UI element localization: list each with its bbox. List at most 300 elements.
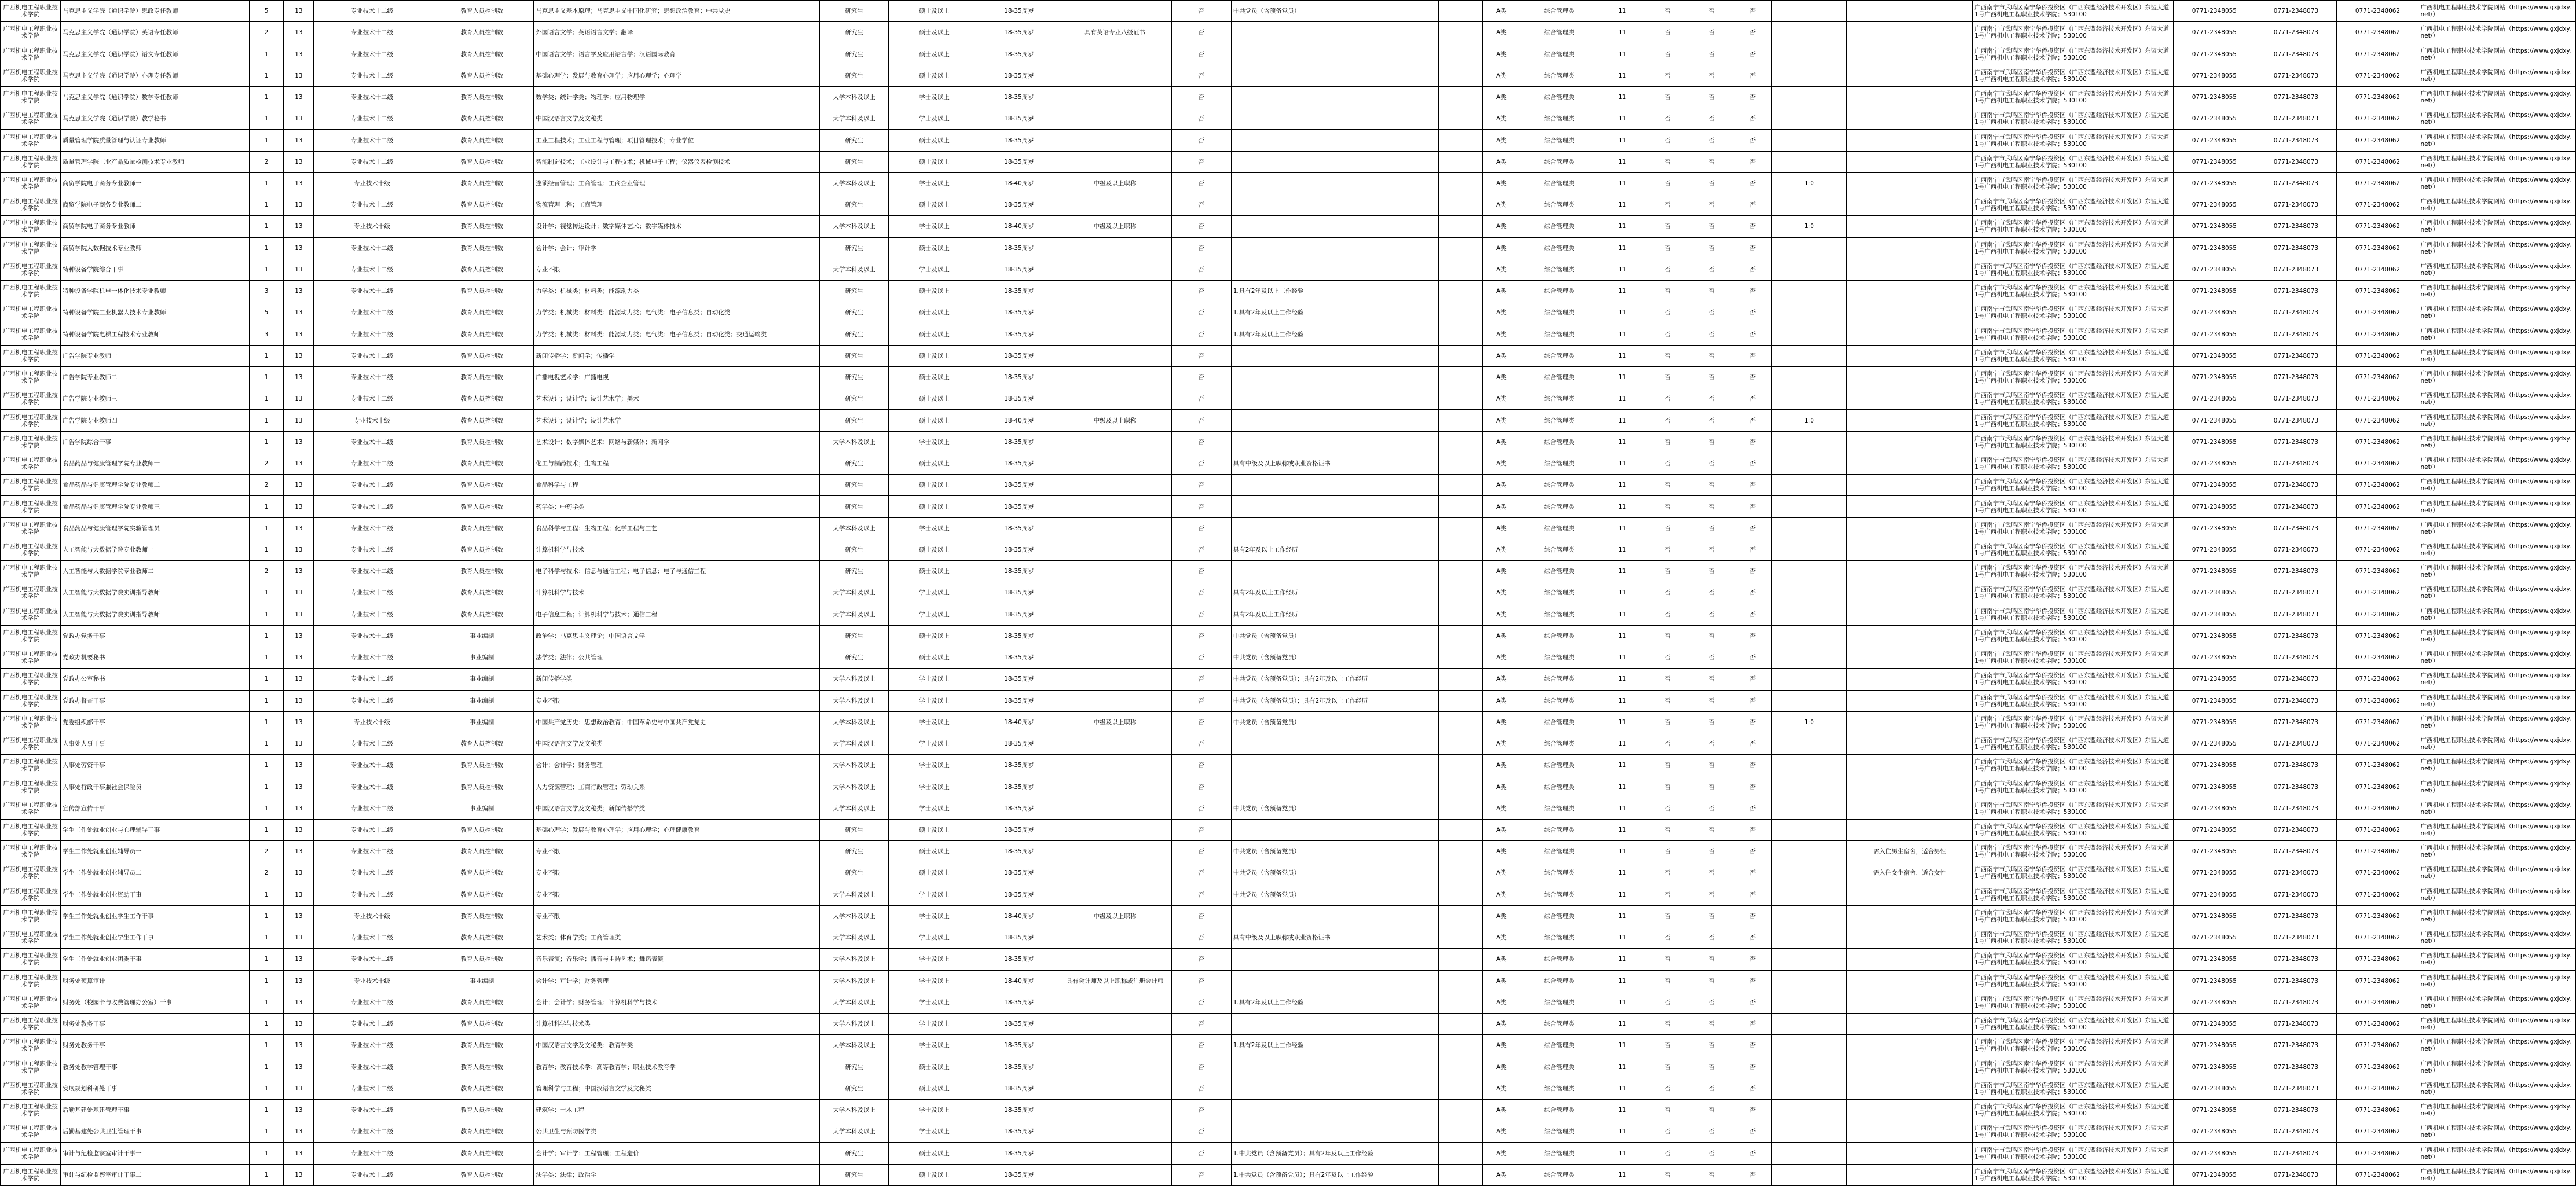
cell-phone-c: 0771-2348062 bbox=[2337, 496, 2419, 517]
cell-subject-code: 11 bbox=[1599, 733, 1646, 754]
cell-qualification bbox=[1058, 1014, 1171, 1035]
cell-notes bbox=[1847, 86, 1973, 108]
cell-ratio bbox=[1771, 905, 1846, 927]
cell-phone-a: 0771-2348055 bbox=[2174, 431, 2255, 453]
cell-notes bbox=[1847, 647, 1973, 669]
cell-position: 人工智能与大数据学院实训指导教师 bbox=[61, 582, 250, 604]
cell-ratio bbox=[1771, 884, 1846, 905]
table-row bbox=[1, 324, 2576, 345]
cell-notes bbox=[1847, 1056, 1973, 1078]
cell-age: 18-35周岁 bbox=[980, 582, 1058, 604]
cell-phone-b: 0771-2348073 bbox=[2255, 86, 2337, 108]
cell-subject-code: 11 bbox=[1599, 884, 1646, 905]
cell-post-grade: 专业技术十二级 bbox=[314, 475, 430, 496]
cell-subject-code: 11 bbox=[1599, 65, 1646, 86]
cell-position: 质量管理学院质量管理与认证专业教师 bbox=[61, 130, 250, 151]
cell-ratio bbox=[1771, 819, 1846, 840]
cell-ratio-flag-a: 否 bbox=[1646, 431, 1690, 453]
cell-degree: 硕士及以上 bbox=[889, 1164, 980, 1185]
cell-qualification bbox=[1058, 324, 1171, 345]
cell-ratio bbox=[1771, 431, 1846, 453]
cell-subject-code: 11 bbox=[1599, 475, 1646, 496]
cell-phone-c: 0771-2348062 bbox=[2337, 884, 2419, 905]
cell-ratio bbox=[1771, 86, 1846, 108]
cell-education: 研究生 bbox=[819, 1164, 888, 1185]
cell-subject-code: 11 bbox=[1599, 130, 1646, 151]
cell-qualification bbox=[1058, 1099, 1171, 1121]
cell-phone-c: 0771-2348062 bbox=[2337, 151, 2419, 172]
cell-other-requirements bbox=[1231, 496, 1438, 517]
cell-post-level: 13 bbox=[284, 151, 314, 172]
cell-ratio-flag-c: 否 bbox=[1734, 862, 1771, 884]
cell-employer: 广西机电工程职业技术学院 bbox=[1, 366, 61, 388]
cell-post-grade: 专业技术十二级 bbox=[314, 517, 430, 539]
cell-post-level: 13 bbox=[284, 798, 314, 819]
cell-ratio bbox=[1771, 259, 1846, 280]
table-row bbox=[1, 108, 2576, 130]
cell-ratio-flag-c: 否 bbox=[1734, 259, 1771, 280]
cell-phone-b: 0771-2348073 bbox=[2255, 216, 2337, 237]
cell-phone-a: 0771-2348055 bbox=[2174, 345, 2255, 366]
cell-address: 广西南宁市武鸣区南宁华侨投资区（广西东盟经济技术开发区）东盟大道1号广西机电工程职业技术学院；530100 bbox=[1973, 561, 2174, 582]
cell-address: 广西南宁市武鸣区南宁华侨投资区（广西东盟经济技术开发区）东盟大道1号广西机电工程职业技术学院；530100 bbox=[1973, 949, 2174, 970]
cell-ratio bbox=[1771, 1014, 1846, 1035]
cell-position: 人事处行政干事兼社会保险员 bbox=[61, 776, 250, 798]
cell-ratio-flag-c: 否 bbox=[1734, 345, 1771, 366]
cell-education: 研究生 bbox=[819, 647, 888, 669]
cell-ratio-flag-c: 否 bbox=[1734, 776, 1771, 798]
cell-phone-c: 0771-2348062 bbox=[2337, 86, 2419, 108]
cell-cert-required: 否 bbox=[1171, 1164, 1231, 1185]
cell-subject-code: 11 bbox=[1599, 1099, 1646, 1121]
cell-major: 新闻传播学类 bbox=[534, 669, 820, 690]
cell-major: 力学类；机械类；材料类；能源动力类 bbox=[534, 281, 820, 302]
cell-ratio-flag-c: 否 bbox=[1734, 237, 1771, 259]
cell-ratio-flag-b: 否 bbox=[1690, 151, 1734, 172]
cell-degree: 学士及以上 bbox=[889, 1121, 980, 1143]
table-body bbox=[1, 1, 2576, 1186]
cell-post-grade: 专业技术十二级 bbox=[314, 1078, 430, 1099]
cell-ratio bbox=[1771, 776, 1846, 798]
cell-phone-c: 0771-2348062 bbox=[2337, 22, 2419, 43]
cell-degree: 硕士及以上 bbox=[889, 1078, 980, 1099]
cell-qualification bbox=[1058, 475, 1171, 496]
cell-employer: 广西机电工程职业技术学院 bbox=[1, 86, 61, 108]
cell-education: 研究生 bbox=[819, 345, 888, 366]
cell-ratio-flag-a: 否 bbox=[1646, 1, 1690, 22]
cell-ratio-flag-b: 否 bbox=[1690, 927, 1734, 949]
cell-ratio-flag-a: 否 bbox=[1646, 237, 1690, 259]
cell-exam-class: A类 bbox=[1482, 927, 1520, 949]
cell-website: 广西机电工程职业技术学院网站（https://www.gxjdxy.net/） bbox=[2419, 690, 2575, 711]
cell-position: 财务处预算审计 bbox=[61, 970, 250, 992]
table-row bbox=[1, 905, 2576, 927]
cell-phone-a: 0771-2348055 bbox=[2174, 172, 2255, 194]
table-row bbox=[1, 625, 2576, 647]
cell-other-requirements: 具有中级及以上职称或职业资格证书 bbox=[1231, 453, 1438, 474]
cell-education: 研究生 bbox=[819, 194, 888, 216]
cell-headcount: 1 bbox=[249, 1143, 284, 1164]
cell-other-requirements bbox=[1231, 237, 1438, 259]
cell-education: 研究生 bbox=[819, 561, 888, 582]
cell-notes bbox=[1847, 151, 1973, 172]
cell-cert-required: 否 bbox=[1171, 798, 1231, 819]
cell-headcount: 1 bbox=[249, 216, 284, 237]
cell-major: 连锁经营管理；工商管理；工商企业管理 bbox=[534, 172, 820, 194]
cell-phone-b: 0771-2348073 bbox=[2255, 733, 2337, 754]
cell-notes: 需入住女生宿舍，适合女性 bbox=[1847, 862, 1973, 884]
cell-phone-a: 0771-2348055 bbox=[2174, 453, 2255, 474]
table-row bbox=[1, 1056, 2576, 1078]
cell-address: 广西南宁市武鸣区南宁华侨投资区（广西东盟经济技术开发区）东盟大道1号广西机电工程职业技术学院；530100 bbox=[1973, 1121, 2174, 1143]
cell-post-grade: 专业技术十二级 bbox=[314, 669, 430, 690]
cell-ratio-flag-a: 否 bbox=[1646, 1056, 1690, 1078]
cell-degree: 硕士及以上 bbox=[889, 410, 980, 431]
cell-notes bbox=[1847, 431, 1973, 453]
cell-ratio-flag-a: 否 bbox=[1646, 819, 1690, 840]
cell-other-requirements: 中共党员（含预备党员） bbox=[1231, 841, 1438, 862]
cell-phone-c: 0771-2348062 bbox=[2337, 172, 2419, 194]
cell-cert-required: 否 bbox=[1171, 992, 1231, 1013]
cell-subject-code: 11 bbox=[1599, 108, 1646, 130]
cell-address: 广西南宁市武鸣区南宁华侨投资区（广西东盟经济技术开发区）东盟大道1号广西机电工程职业技术学院；530100 bbox=[1973, 431, 2174, 453]
cell-ratio-flag-c: 否 bbox=[1734, 517, 1771, 539]
cell-exam-class: A类 bbox=[1482, 755, 1520, 776]
cell-qualification bbox=[1058, 927, 1171, 949]
cell-headcount: 1 bbox=[249, 927, 284, 949]
cell-phone-c: 0771-2348062 bbox=[2337, 431, 2419, 453]
cell-blank bbox=[1438, 108, 1482, 130]
cell-address: 广西南宁市武鸣区南宁华侨投资区（广西东盟经济技术开发区）东盟大道1号广西机电工程职业技术学院；530100 bbox=[1973, 108, 2174, 130]
cell-website: 广西机电工程职业技术学院网站（https://www.gxjdxy.net/） bbox=[2419, 1164, 2575, 1185]
cell-phone-a: 0771-2348055 bbox=[2174, 604, 2255, 625]
cell-website: 广西机电工程职业技术学院网站（https://www.gxjdxy.net/） bbox=[2419, 259, 2575, 280]
cell-website: 广西机电工程职业技术学院网站（https://www.gxjdxy.net/） bbox=[2419, 431, 2575, 453]
cell-ratio-flag-a: 否 bbox=[1646, 1035, 1690, 1056]
cell-major: 专业不限 bbox=[534, 862, 820, 884]
cell-ratio-flag-b: 否 bbox=[1690, 647, 1734, 669]
cell-qualification bbox=[1058, 647, 1171, 669]
cell-employer: 广西机电工程职业技术学院 bbox=[1, 1121, 61, 1143]
cell-ratio-flag-b: 否 bbox=[1690, 733, 1734, 754]
cell-phone-c: 0771-2348062 bbox=[2337, 1078, 2419, 1099]
cell-education: 研究生 bbox=[819, 819, 888, 840]
cell-ratio-flag-a: 否 bbox=[1646, 517, 1690, 539]
cell-ratio-flag-a: 否 bbox=[1646, 43, 1690, 65]
cell-address: 广西南宁市武鸣区南宁华侨投资区（广西东盟经济技术开发区）东盟大道1号广西机电工程职业技术学院；530100 bbox=[1973, 1164, 2174, 1185]
cell-website: 广西机电工程职业技术学院网站（https://www.gxjdxy.net/） bbox=[2419, 475, 2575, 496]
cell-post-level: 13 bbox=[284, 475, 314, 496]
table-row bbox=[1, 259, 2576, 280]
table-row bbox=[1, 1121, 2576, 1143]
cell-address: 广西南宁市武鸣区南宁华侨投资区（广西东盟经济技术开发区）东盟大道1号广西机电工程职业技术学院；530100 bbox=[1973, 733, 2174, 754]
cell-degree: 硕士及以上 bbox=[889, 862, 980, 884]
cell-website: 广西机电工程职业技术学院网站（https://www.gxjdxy.net/） bbox=[2419, 86, 2575, 108]
cell-ratio-flag-c: 否 bbox=[1734, 905, 1771, 927]
cell-phone-a: 0771-2348055 bbox=[2174, 1121, 2255, 1143]
cell-employer: 广西机电工程职业技术学院 bbox=[1, 453, 61, 474]
cell-subject: 综合管理类 bbox=[1520, 281, 1599, 302]
cell-position: 特种设备学院综合干事 bbox=[61, 259, 250, 280]
table-row bbox=[1, 539, 2576, 560]
cell-website: 广西机电工程职业技术学院网站（https://www.gxjdxy.net/） bbox=[2419, 776, 2575, 798]
cell-phone-c: 0771-2348062 bbox=[2337, 625, 2419, 647]
cell-staffing-type: 教育人员控制数 bbox=[430, 1035, 534, 1056]
cell-post-level: 13 bbox=[284, 625, 314, 647]
cell-website: 广西机电工程职业技术学院网站（https://www.gxjdxy.net/） bbox=[2419, 647, 2575, 669]
cell-subject: 综合管理类 bbox=[1520, 345, 1599, 366]
cell-major: 电子科学与技术；信息与通信工程；电子信息；电子与通信工程 bbox=[534, 561, 820, 582]
cell-education: 大学本科及以上 bbox=[819, 992, 888, 1013]
cell-employer: 广西机电工程职业技术学院 bbox=[1, 302, 61, 324]
cell-blank bbox=[1438, 711, 1482, 733]
cell-staffing-type: 教育人员控制数 bbox=[430, 1121, 534, 1143]
cell-ratio-flag-c: 否 bbox=[1734, 949, 1771, 970]
cell-ratio bbox=[1771, 733, 1846, 754]
cell-staffing-type: 教育人员控制数 bbox=[430, 281, 534, 302]
cell-ratio: 1:0 bbox=[1771, 410, 1846, 431]
cell-address: 广西南宁市武鸣区南宁华侨投资区（广西东盟经济技术开发区）东盟大道1号广西机电工程职业技术学院；530100 bbox=[1973, 1035, 2174, 1056]
cell-website: 广西机电工程职业技术学院网站（https://www.gxjdxy.net/） bbox=[2419, 582, 2575, 604]
cell-staffing-type: 教育人员控制数 bbox=[430, 1164, 534, 1185]
cell-subject: 综合管理类 bbox=[1520, 776, 1599, 798]
cell-ratio-flag-c: 否 bbox=[1734, 561, 1771, 582]
cell-education: 大学本科及以上 bbox=[819, 733, 888, 754]
cell-ratio-flag-a: 否 bbox=[1646, 1121, 1690, 1143]
cell-address: 广西南宁市武鸣区南宁华侨投资区（广西东盟经济技术开发区）东盟大道1号广西机电工程职业技术学院；530100 bbox=[1973, 841, 2174, 862]
cell-post-grade: 专业技术十二级 bbox=[314, 1143, 430, 1164]
cell-address: 广西南宁市武鸣区南宁华侨投资区（广西东盟经济技术开发区）东盟大道1号广西机电工程职业技术学院；530100 bbox=[1973, 927, 2174, 949]
cell-employer: 广西机电工程职业技术学院 bbox=[1, 798, 61, 819]
cell-website: 广西机电工程职业技术学院网站（https://www.gxjdxy.net/） bbox=[2419, 798, 2575, 819]
cell-subject-code: 11 bbox=[1599, 776, 1646, 798]
cell-notes bbox=[1847, 798, 1973, 819]
cell-degree: 学士及以上 bbox=[889, 669, 980, 690]
cell-qualification bbox=[1058, 733, 1171, 754]
cell-age: 18-40周岁 bbox=[980, 905, 1058, 927]
cell-blank bbox=[1438, 776, 1482, 798]
cell-address: 广西南宁市武鸣区南宁华侨投资区（广西东盟经济技术开发区）东盟大道1号广西机电工程职业技术学院；530100 bbox=[1973, 410, 2174, 431]
cell-phone-a: 0771-2348055 bbox=[2174, 1078, 2255, 1099]
cell-age: 18-35周岁 bbox=[980, 281, 1058, 302]
cell-website: 广西机电工程职业技术学院网站（https://www.gxjdxy.net/） bbox=[2419, 755, 2575, 776]
cell-ratio-flag-c: 否 bbox=[1734, 1, 1771, 22]
cell-website: 广西机电工程职业技术学院网站（https://www.gxjdxy.net/） bbox=[2419, 130, 2575, 151]
cell-ratio-flag-c: 否 bbox=[1734, 130, 1771, 151]
cell-ratio-flag-a: 否 bbox=[1646, 711, 1690, 733]
cell-website: 广西机电工程职业技术学院网站（https://www.gxjdxy.net/） bbox=[2419, 992, 2575, 1013]
cell-major: 中国语言文学；语言学及应用语言学；汉语国际教育 bbox=[534, 43, 820, 65]
cell-education: 大学本科及以上 bbox=[819, 1035, 888, 1056]
cell-staffing-type: 教育人员控制数 bbox=[430, 582, 534, 604]
cell-position: 财务处（校园卡与收费管理办公室）干事 bbox=[61, 992, 250, 1013]
cell-exam-class: A类 bbox=[1482, 453, 1520, 474]
cell-degree: 硕士及以上 bbox=[889, 324, 980, 345]
cell-age: 18-40周岁 bbox=[980, 172, 1058, 194]
cell-employer: 广西机电工程职业技术学院 bbox=[1, 690, 61, 711]
cell-major: 食品科学与工程；生物工程；化学工程与工艺 bbox=[534, 517, 820, 539]
cell-staffing-type: 事业编制 bbox=[430, 669, 534, 690]
cell-position: 食品药品与健康管理学院实验管理员 bbox=[61, 517, 250, 539]
cell-website: 广西机电工程职业技术学院网站（https://www.gxjdxy.net/） bbox=[2419, 237, 2575, 259]
cell-notes bbox=[1847, 43, 1973, 65]
cell-blank bbox=[1438, 1035, 1482, 1056]
table-row bbox=[1, 43, 2576, 65]
cell-employer: 广西机电工程职业技术学院 bbox=[1, 561, 61, 582]
cell-ratio bbox=[1771, 1099, 1846, 1121]
cell-cert-required: 否 bbox=[1171, 539, 1231, 560]
cell-post-level: 13 bbox=[284, 1014, 314, 1035]
cell-headcount: 1 bbox=[249, 172, 284, 194]
cell-staffing-type: 教育人员控制数 bbox=[430, 561, 534, 582]
cell-education: 研究生 bbox=[819, 410, 888, 431]
table-row bbox=[1, 798, 2576, 819]
cell-ratio bbox=[1771, 841, 1846, 862]
cell-subject-code: 11 bbox=[1599, 366, 1646, 388]
table-row bbox=[1, 949, 2576, 970]
cell-ratio-flag-b: 否 bbox=[1690, 259, 1734, 280]
cell-post-grade: 专业技术十二级 bbox=[314, 625, 430, 647]
cell-phone-c: 0771-2348062 bbox=[2337, 475, 2419, 496]
cell-post-grade: 专业技术十二级 bbox=[314, 1035, 430, 1056]
cell-phone-b: 0771-2348073 bbox=[2255, 1035, 2337, 1056]
cell-notes bbox=[1847, 172, 1973, 194]
cell-major: 计算机科学与技术 bbox=[534, 582, 820, 604]
cell-education: 研究生 bbox=[819, 388, 888, 410]
cell-employer: 广西机电工程职业技术学院 bbox=[1, 259, 61, 280]
cell-headcount: 2 bbox=[249, 151, 284, 172]
cell-cert-required: 否 bbox=[1171, 496, 1231, 517]
cell-qualification bbox=[1058, 604, 1171, 625]
cell-phone-c: 0771-2348062 bbox=[2337, 905, 2419, 927]
cell-position: 广告学院专业教师三 bbox=[61, 388, 250, 410]
cell-blank bbox=[1438, 65, 1482, 86]
cell-ratio-flag-a: 否 bbox=[1646, 65, 1690, 86]
cell-ratio-flag-a: 否 bbox=[1646, 216, 1690, 237]
cell-phone-a: 0771-2348055 bbox=[2174, 216, 2255, 237]
cell-cert-required: 否 bbox=[1171, 862, 1231, 884]
cell-post-level: 13 bbox=[284, 43, 314, 65]
cell-exam-class: A类 bbox=[1482, 669, 1520, 690]
cell-post-grade: 专业技术十二级 bbox=[314, 237, 430, 259]
cell-cert-required: 否 bbox=[1171, 1143, 1231, 1164]
cell-ratio-flag-a: 否 bbox=[1646, 1014, 1690, 1035]
cell-ratio-flag-b: 否 bbox=[1690, 345, 1734, 366]
cell-notes bbox=[1847, 884, 1973, 905]
cell-qualification bbox=[1058, 1078, 1171, 1099]
cell-website: 广西机电工程职业技术学院网站（https://www.gxjdxy.net/） bbox=[2419, 22, 2575, 43]
cell-ratio-flag-b: 否 bbox=[1690, 1121, 1734, 1143]
cell-post-grade: 专业技术十二级 bbox=[314, 733, 430, 754]
cell-qualification bbox=[1058, 1164, 1171, 1185]
cell-degree: 学士及以上 bbox=[889, 884, 980, 905]
cell-subject: 综合管理类 bbox=[1520, 43, 1599, 65]
cell-headcount: 2 bbox=[249, 862, 284, 884]
cell-phone-c: 0771-2348062 bbox=[2337, 604, 2419, 625]
cell-phone-c: 0771-2348062 bbox=[2337, 281, 2419, 302]
cell-blank bbox=[1438, 992, 1482, 1013]
cell-qualification bbox=[1058, 431, 1171, 453]
cell-phone-b: 0771-2348073 bbox=[2255, 302, 2337, 324]
cell-staffing-type: 教育人员控制数 bbox=[430, 130, 534, 151]
cell-ratio-flag-a: 否 bbox=[1646, 108, 1690, 130]
cell-qualification bbox=[1058, 345, 1171, 366]
cell-exam-class: A类 bbox=[1482, 410, 1520, 431]
cell-post-grade: 专业技术十级 bbox=[314, 216, 430, 237]
cell-address: 广西南宁市武鸣区南宁华侨投资区（广西东盟经济技术开发区）东盟大道1号广西机电工程职业技术学院；530100 bbox=[1973, 216, 2174, 237]
cell-employer: 广西机电工程职业技术学院 bbox=[1, 927, 61, 949]
cell-education: 大学本科及以上 bbox=[819, 949, 888, 970]
cell-headcount: 1 bbox=[249, 690, 284, 711]
cell-exam-class: A类 bbox=[1482, 798, 1520, 819]
cell-phone-b: 0771-2348073 bbox=[2255, 345, 2337, 366]
cell-blank bbox=[1438, 625, 1482, 647]
cell-post-grade: 专业技术十二级 bbox=[314, 604, 430, 625]
cell-subject-code: 11 bbox=[1599, 1121, 1646, 1143]
cell-website: 广西机电工程职业技术学院网站（https://www.gxjdxy.net/） bbox=[2419, 711, 2575, 733]
cell-blank bbox=[1438, 927, 1482, 949]
cell-position: 财务处教务干事 bbox=[61, 1035, 250, 1056]
cell-website: 广西机电工程职业技术学院网站（https://www.gxjdxy.net/） bbox=[2419, 949, 2575, 970]
cell-website: 广西机电工程职业技术学院网站（https://www.gxjdxy.net/） bbox=[2419, 604, 2575, 625]
cell-address: 广西南宁市武鸣区南宁华侨投资区（广西东盟经济技术开发区）东盟大道1号广西机电工程职业技术学院；530100 bbox=[1973, 970, 2174, 992]
cell-education: 研究生 bbox=[819, 43, 888, 65]
cell-major: 教育学；教育技术学；高等教育学；职业技术教育学 bbox=[534, 1056, 820, 1078]
cell-qualification: 中级及以上职称 bbox=[1058, 905, 1171, 927]
cell-blank bbox=[1438, 604, 1482, 625]
cell-cert-required: 否 bbox=[1171, 130, 1231, 151]
cell-exam-class: A类 bbox=[1482, 475, 1520, 496]
cell-notes bbox=[1847, 496, 1973, 517]
cell-employer: 广西机电工程职业技术学院 bbox=[1, 22, 61, 43]
cell-other-requirements: 具有2年及以上工作经历 bbox=[1231, 539, 1438, 560]
cell-degree: 学士及以上 bbox=[889, 949, 980, 970]
cell-age: 18-35周岁 bbox=[980, 151, 1058, 172]
cell-employer: 广西机电工程职业技术学院 bbox=[1, 151, 61, 172]
cell-employer: 广西机电工程职业技术学院 bbox=[1, 1078, 61, 1099]
cell-position: 学生工作处就业创业学生工作干事 bbox=[61, 927, 250, 949]
cell-degree: 硕士及以上 bbox=[889, 625, 980, 647]
cell-post-grade: 专业技术十二级 bbox=[314, 539, 430, 560]
cell-major: 中国汉语言文学及文秘类 bbox=[534, 733, 820, 754]
cell-post-level: 13 bbox=[284, 1099, 314, 1121]
cell-address: 广西南宁市武鸣区南宁华侨投资区（广西东盟经济技术开发区）东盟大道1号广西机电工程职业技术学院；530100 bbox=[1973, 819, 2174, 840]
cell-phone-b: 0771-2348073 bbox=[2255, 539, 2337, 560]
cell-blank bbox=[1438, 755, 1482, 776]
cell-notes bbox=[1847, 475, 1973, 496]
cell-ratio-flag-a: 否 bbox=[1646, 388, 1690, 410]
cell-cert-required: 否 bbox=[1171, 281, 1231, 302]
cell-phone-c: 0771-2348062 bbox=[2337, 366, 2419, 388]
cell-degree: 学士及以上 bbox=[889, 690, 980, 711]
cell-other-requirements bbox=[1231, 194, 1438, 216]
cell-subject-code: 11 bbox=[1599, 1056, 1646, 1078]
cell-position: 审计与纪检监察室审计干事一 bbox=[61, 1143, 250, 1164]
cell-phone-b: 0771-2348073 bbox=[2255, 453, 2337, 474]
cell-major: 专业不限 bbox=[534, 884, 820, 905]
cell-ratio bbox=[1771, 949, 1846, 970]
table-row bbox=[1, 884, 2576, 905]
cell-degree: 硕士及以上 bbox=[889, 1143, 980, 1164]
cell-age: 18-35周岁 bbox=[980, 1078, 1058, 1099]
cell-website: 广西机电工程职业技术学院网站（https://www.gxjdxy.net/） bbox=[2419, 1143, 2575, 1164]
cell-ratio-flag-b: 否 bbox=[1690, 194, 1734, 216]
cell-exam-class: A类 bbox=[1482, 43, 1520, 65]
cell-employer: 广西机电工程职业技术学院 bbox=[1, 1164, 61, 1185]
cell-phone-a: 0771-2348055 bbox=[2174, 647, 2255, 669]
cell-subject: 综合管理类 bbox=[1520, 475, 1599, 496]
table-row bbox=[1, 86, 2576, 108]
